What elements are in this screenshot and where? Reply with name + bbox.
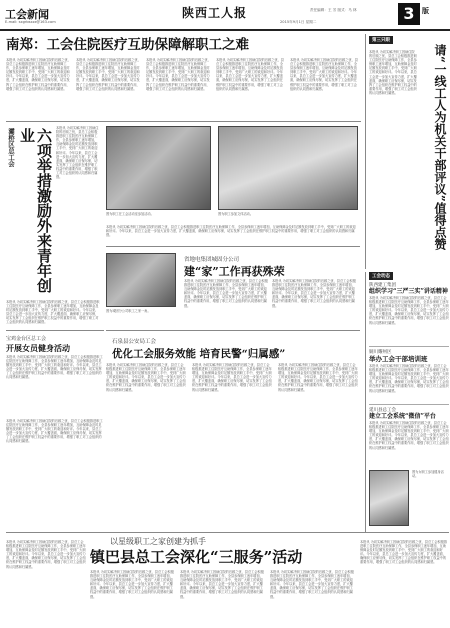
bottom-col-5: 本报讯 为切实解决职工因病住院的后顾之忧，县总工会积极推进职工住院医疗互助保障工作，全县参保职工逐年增加，互助保障金及时足额发放到职工手中，受到广大职工的欢迎和好评。今年以来，县总工会进一步加大宣传力度，扩大覆盖面，确保职工应保尽保，切实发挥了工会组织在维护职工权益中的重要作用，增强了职工对工会组织的认同感和归属感。: [360, 540, 448, 565]
feature-left-tag: 灞桥区总工会: [7, 128, 15, 167]
feature-left-title: 六项举措激励外来青年创业: [18, 128, 53, 293]
lead-body-col-3: 本报讯 为切实解决职工因病住院的后顾之忧，县总工会积极推进职工住院医疗互助保障工作，全县参保职工逐年增加，互助保障金及时足额发放到职工手中，受到广大职工的欢迎和好评。今年以来，县总工会进一步加大宣传力度，扩大覆盖面，确保职工应保尽保，切实发挥了工会组织在维护职工权益中的重要作用，增强了职工对工会组织的认同感和归属感。: [146, 58, 211, 91]
right-story-2: [369, 346, 449, 401]
bottom-col-4: 本报讯 为切实解决职工因病住院的后顾之忧，县总工会积极推进职工住院医疗互助保障工作，全县参保职工逐年增加，互助保障金及时足额发放到职工手中，受到广大职工的欢迎和好评。今年以来，县总工会进一步加大宣传力度，扩大覆盖面，确保职工应保尽保，切实发挥了工会组织在维护职工权益中的重要作用，增强了职工对工会组织的认同感和归属感。: [270, 570, 354, 599]
right-story-2-kicker: 铜川耀州区: [369, 350, 392, 355]
right-story-1-body: 本报讯 为切实解决职工因病住院的后顾之忧，县总工会积极推进职工住院医疗互助保障工作，全县参保职工逐年增加，互助保障金及时足额发放到职工手中，受到广大职工的欢迎和好评。今年以来，县总工会进一步加大宣传力度，扩大覆盖面，确保职工应保尽保，切实发挥了工会组织在维护职工权益中的重要作用，增强了职工对工会组织的认同感和归属感。: [369, 296, 449, 325]
secondary-left-body: 本报讯 为切实解决职工因病住院的后顾之忧，县总工会积极推进职工住院医疗互助保障工作，全县参保职工逐年增加，互助保障金及时足额发放到职工手中，受到广大职工的欢迎和好评。今年以来，县总工会进一步加大宣传力度，扩大覆盖面，确保职工应保尽保，切实发挥了工会组织在维护职工权益中的重要作用，增强了职工对工会组织的认同感和归属感。: [6, 355, 103, 380]
service-block: [106, 330, 360, 525]
right-story-1-title: 组织学习“三严三实”讲话精神: [369, 288, 448, 295]
right-feature-title: 请“一线工人为机关干部评议”值得点赞: [433, 44, 447, 250]
lead-body-col-5: 本报讯 为切实解决职工因病住院的后顾之忧，县总工会积极推进职工住院医疗互助保障工作，全县参保职工逐年增加，互助保障金及时足额发放到职工手中，受到广大职工的欢迎和好评。今年以来，县总工会进一步加大宣传力度，扩大覆盖面，确保职工应保尽保，切实发挥了工会组织在维护职工权益中的重要作用，增强了职工对工会组织的认同感和归属感。: [290, 58, 358, 91]
right-story-1: [369, 282, 449, 342]
right-story-3-body: 本报讯 为切实解决职工因病住院的后顾之忧，县总工会积极推进职工住院医疗互助保障工作，全县参保职工逐年增加，互助保障金及时足额发放到职工手中，受到广大职工的欢迎和好评。今年以来，县总工会进一步加大宣传力度，扩大覆盖面，确保职工应保尽保，切实发挥了工会组织在维护职工权益中的重要作用，增强了职工对工会组织的认同感和归属感。: [369, 421, 449, 450]
lead-headline: 南郑：工会住院医疗互助保障解职工之难: [6, 37, 249, 53]
home-block-body-1: 本报讯 为切实解决职工因病住院的后顾之忧，县总工会积极推进职工住院医疗互助保障工作，全县参保职工逐年增加，互助保障金及时足额发放到职工手中，受到广大职工的欢迎和好评。今年以来，县总工会进一步加大宣传力度，扩大覆盖面，确保职工应保尽保，切实发挥了工会组织在维护职工权益中的重要作用，增强了职工对工会组织的认同感和归属感。: [184, 279, 268, 308]
secondary-left-tag: 宝鸡金台区总工会: [6, 336, 47, 342]
home-block-photo-caption: 图为城固分公司职工之家一角。: [106, 309, 151, 313]
bottom-title: 镇巴县总工会深化“三服务”活动: [90, 548, 303, 566]
bottom-divider: [6, 532, 449, 533]
service-block-col-3: 本报讯 为切实解决职工因病住院的后顾之忧，县总工会积极推进职工住院医疗互助保障工作，全县参保职工逐年增加，互助保障金及时足额发放到职工手中，受到广大职工的欢迎和好评。今年以来，县总工会进一步加大宣传力度，扩大覆盖面，确保职工应保尽保，切实发挥了工会组织在维护职工权益中的重要作用，增强了职工对工会组织的认同感和归属感。: [278, 363, 358, 392]
bottom-col-2: 本报讯 为切实解决职工因病住院的后顾之忧，县总工会积极推进职工住院医疗互助保障工作，全县参保职工逐年增加，互助保障金及时足额发放到职工手中，受到广大职工的欢迎和好评。今年以来，县总工会进一步加大宣传力度，扩大覆盖面，确保职工应保尽保，切实发挥了工会组织在维护职工权益中的重要作用，增强了职工对工会组织的认同感和归属感。: [90, 570, 174, 599]
service-block-col-1: 本报讯 为切实解决职工因病住院的后顾之忧，县总工会积极推进职工住院医疗互助保障工作，全县参保职工逐年增加，互助保障金及时足额发放到职工手中，受到广大职工的欢迎和好评。今年以来，县总工会进一步加大宣传力度，扩大覆盖面，确保职工应保尽保，切实发挥了工会组织在维护职工权益中的重要作用，增强了职工对工会组织的认同感和归属感。: [106, 363, 186, 392]
right-story-3-title: 建立工会系统“微信”平台: [369, 413, 436, 420]
home-block-body-2: 本报讯 为切实解决职工因病住院的后顾之忧，县总工会积极推进职工住院医疗互助保障工作，全县参保职工逐年增加，互助保障金及时足额发放到职工手中，受到广大职工的欢迎和好评。今年以来，县总工会进一步加大宣传力度，扩大覆盖面，确保职工应保尽保，切实发挥了工会组织在维护职工权益中的重要作用，增强了职工对工会组织的认同感和归属感。: [272, 279, 356, 308]
service-block-title: 优化工会服务效能 培育民警“归属感”: [112, 348, 286, 360]
secondary-left: [6, 330, 104, 530]
mid-photo-left: [106, 126, 211, 210]
right-story-3: [369, 404, 449, 466]
lead-divider: [6, 121, 361, 122]
bottom-kicker: 以星级职工之家创建为抓手: [110, 537, 206, 546]
right-story-1-kicker: 陕西建工集团: [369, 283, 396, 288]
right-stories-label: 工会动态: [369, 272, 393, 280]
home-block-kicker: 省地电集团城固分公司: [184, 257, 240, 263]
mid-photo-right: [218, 126, 358, 210]
right-photo-caption: 图为女职工参加健身活动。: [412, 470, 444, 479]
right-story-2-body: 本报讯 为切实解决职工因病住院的后顾之忧，县总工会积极推进职工住院医疗互助保障工作，全县参保职工逐年增加，互助保障金及时足额发放到职工手中，受到广大职工的欢迎和好评。今年以来，县总工会进一步加大宣传力度，扩大覆盖面，确保职工应保尽保，切实发挥了工会组织在维护职工权益中的重要作用，增强了职工对工会组织的认同感和归属感。: [369, 364, 449, 393]
right-feature-label: 第三只眼: [369, 36, 393, 44]
feature-left-body-b: 本报讯 为切实解决职工因病住院的后顾之忧，县总工会积极推进职工住院医疗互助保障工作，全县参保职工逐年增加，互助保障金及时足额发放到职工手中，受到广大职工的欢迎和好评。今年以来，县总工会进一步加大宣传力度，扩大覆盖面，确保职工应保尽保，切实发挥了工会组织在维护职工权益中的重要作用，增强了职工对工会组织的认同感和归属感。: [6, 300, 100, 325]
right-photo: [369, 470, 409, 526]
mid-body-1: 本报讯 为切实解决职工因病住院的后顾之忧，县总工会积极推进职工住院医疗互助保障工作，全县参保职工逐年增加，互助保障金及时足额发放到职工手中，受到广大职工的欢迎和好评。今年以来，县总工会进一步加大宣传力度，扩大覆盖面，确保职工应保尽保，切实发挥了工会组织在维护职工权益中的重要作用，增强了职工对工会组织的认同感和归属感。: [106, 225, 356, 238]
lead-body-col-1: 本报讯 为切实解决职工因病住院的后顾之忧，县总工会积极推进职工住院医疗互助保障工作，全县参保职工逐年增加，互助保障金及时足额发放到职工手中，受到广大职工的欢迎和好评。今年以来，县总工会进一步加大宣传力度，扩大覆盖面，确保职工应保尽保，切实发挥了工会组织在维护职工权益中的重要作用，增强了职工对工会组织的认同感和归属感。: [6, 58, 71, 91]
masthead: [0, 0, 450, 30]
right-story-2-title: 举办工会干部培训班: [369, 355, 428, 363]
service-block-kicker: 石泉县公安局工会: [112, 339, 157, 345]
home-block-photo: [106, 253, 176, 307]
right-story-3-kicker: 延川县总工会: [369, 408, 396, 413]
masthead-editor: 责任编辑：王 芳 版式：马 林: [310, 8, 357, 12]
page-label: 版: [422, 7, 429, 15]
mid-photo-right-caption: 图为职工参加文体活动。: [218, 212, 254, 216]
right-stories: [365, 272, 449, 532]
right-feature: [365, 34, 449, 269]
paper-logo: 陕西工人报: [182, 6, 248, 20]
service-block-col-2: 本报讯 为切实解决职工因病住院的后顾之忧，县总工会积极推进职工住院医疗互助保障工作，全县参保职工逐年增加，互助保障金及时足额发放到职工手中，受到广大职工的欢迎和好评。今年以来，县总工会进一步加大宣传力度，扩大覆盖面，确保职工应保尽保，切实发挥了工会组织在维护职工权益中的重要作用，增强了职工对工会组织的认同感和归属感。: [192, 363, 272, 392]
secondary-left-title: 开展女员健身活动: [6, 343, 70, 353]
masthead-section-label: 工会新闻: [5, 8, 49, 21]
mid-photo-left-caption: 图为职工在工会活动室参加活动。: [106, 212, 154, 216]
masthead-email: E-mail: sxgrbsxzz@163.com: [5, 20, 56, 24]
masthead-rule: [0, 29, 450, 31]
page-number: 3: [403, 4, 415, 23]
masthead-date: 2015年9月1日 星期二: [280, 20, 317, 24]
page-number-box: [398, 3, 420, 25]
bottom-col-1: 本报讯 为切实解决职工因病住院的后顾之忧，县总工会积极推进职工住院医疗互助保障工作，全县参保职工逐年增加，互助保障金及时足额发放到职工手中，受到广大职工的欢迎和好评。今年以来，县总工会进一步加大宣传力度，扩大覆盖面，确保职工应保尽保，切实发挥了工会组织在维护职工权益中的重要作用，增强了职工对工会组织的认同感和归属感。: [6, 540, 86, 569]
lead-body-col-2: 本报讯 为切实解决职工因病住院的后顾之忧，县总工会积极推进职工住院医疗互助保障工作，全县参保职工逐年增加，互助保障金及时足额发放到职工手中，受到广大职工的欢迎和好评。今年以来，县总工会进一步加大宣传力度，扩大覆盖面，确保职工应保尽保，切实发挥了工会组织在维护职工权益中的重要作用，增强了职工对工会组织的认同感和归属感。: [76, 58, 141, 91]
lead-body-col-4: 本报讯 为切实解决职工因病住院的后顾之忧，县总工会积极推进职工住院医疗互助保障工作，全县参保职工逐年增加，互助保障金及时足额发放到职工手中，受到广大职工的欢迎和好评。今年以来，县总工会进一步加大宣传力度，扩大覆盖面，确保职工应保尽保，切实发挥了工会组织在维护职工权益中的重要作用，增强了职工对工会组织的认同感和归属感。: [216, 58, 284, 91]
home-block-title: 建“家”工作再获殊荣: [184, 265, 285, 278]
feature-left-body-a: 本报讯 为切实解决职工因病住院的后顾之忧，县总工会积极推进职工住院医疗互助保障工作，全县参保职工逐年增加，互助保障金及时足额发放到职工手中，受到广大职工的欢迎和好评。今年以来，县总工会进一步加大宣传力度，扩大覆盖面，确保职工应保尽保，切实发挥了工会组织在维护职工权益中的重要作用，增强了职工对工会组织的认同感和归属感。: [56, 126, 99, 180]
home-block: [106, 246, 360, 326]
bottom-col-3: 本报讯 为切实解决职工因病住院的后顾之忧，县总工会积极推进职工住院医疗互助保障工作，全县参保职工逐年增加，互助保障金及时足额发放到职工手中，受到广大职工的欢迎和好评。今年以来，县总工会进一步加大宣传力度，扩大覆盖面，确保职工应保尽保，切实发挥了工会组织在维护职工权益中的重要作用，增强了职工对工会组织的认同感和归属感。: [180, 570, 264, 599]
right-feature-body: 本报讯 为切实解决职工因病住院的后顾之忧，县总工会积极推进职工住院医疗互助保障工作，全县参保职工逐年增加，互助保障金及时足额发放到职工手中，受到广大职工的欢迎和好评。今年以来，县总工会进一步加大宣传力度，扩大覆盖面，确保职工应保尽保，切实发挥了工会组织在维护职工权益中的重要作用，增强了职工对工会组织的认同感和归属感。: [369, 50, 417, 95]
secondary-left-body-2: 本报讯 为切实解决职工因病住院的后顾之忧，县总工会积极推进职工住院医疗互助保障工作，全县参保职工逐年增加，互助保障金及时足额发放到职工手中，受到广大职工的欢迎和好评。今年以来，县总工会进一步加大宣传力度，扩大覆盖面，确保职工应保尽保，切实发挥了工会组织在维护职工权益中的重要作用，增强了职工对工会组织的认同感和归属感。: [6, 419, 103, 444]
